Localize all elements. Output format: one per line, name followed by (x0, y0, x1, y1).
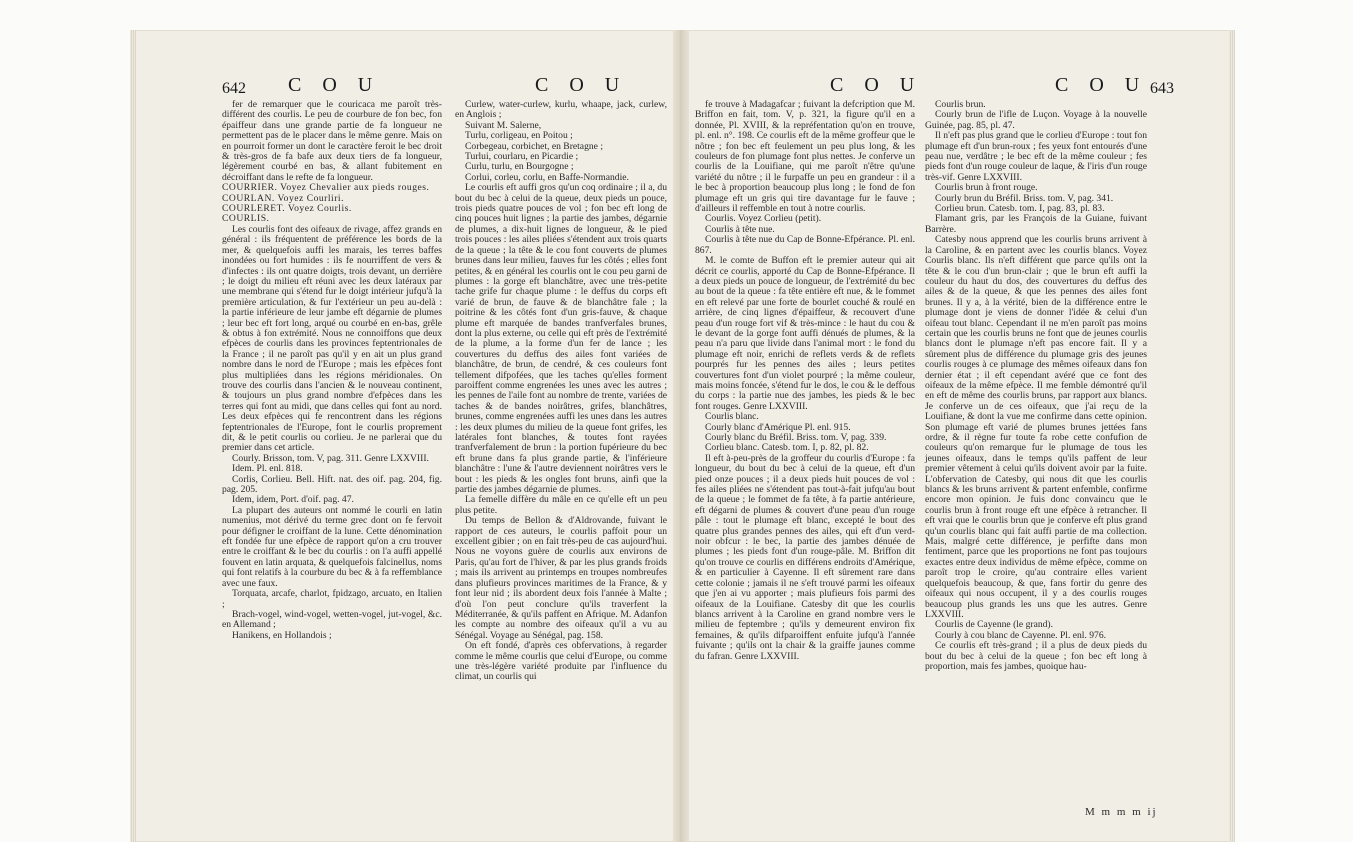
left-page-number: 642 (222, 80, 246, 97)
paragraph: Corlui, corleu, corlu, en Baffe-Normandie. (465, 171, 629, 183)
paragraph: COURRIER. Voyez Chevalier aux pieds rouges. (222, 182, 430, 194)
paragraph: Courlis brun. (935, 99, 986, 110)
paragraph: Courlis. Voyez Corlieu (petit). (705, 213, 822, 225)
paragraph: Curlew, water-curlew, kurlu, whaape, jack, curlew, en Anglois ; (455, 99, 667, 121)
paragraph: Brach-vogel, wind-vogel, wetten-vogel, jut-vogel, &c. en Allemand ; (222, 608, 442, 631)
page-signature: M m m m ij (1085, 806, 1158, 818)
paragraph: Courly blanc d'Amérique Pl. enl. 915. (705, 421, 851, 433)
paragraph: Idem. Pl. enl. 818. (232, 463, 303, 475)
paragraph: Courly blanc du Bréfil. Briss. tom. V, pag. 339. (705, 432, 887, 443)
paragraph: Corbegeau, corbichet, en Bretagne ; (465, 140, 603, 152)
paragraph: Suivant M. Salerne, (465, 119, 542, 131)
paragraph: Il eft à-peu-près de la groffeur du courlis d'Europe : fa longueur, du bout du bec à celui de la queue, eft d'un pied onze pouces ; il a deux pieds huit pouces de vol : fes ailes pliées ne s'étendent pas tout-à-fait jufqu'au bout de la queue ; le fommet de fa tête, à fa partie antérieure, eft dégarni de plumes & couvert d'une peau d'un rouge pâle : tout le plumage eft blanc, excepté le bout des quatre plus grandes pennes des ailes, qui eft d'un verd-noir obfcur : le bec, la partie des jambes dénuée de plumes ; les pieds font d'un rouge-pâle. M. Briffon dit qu'on trouve ce courlis en différens endroits d'Amérique, & en particulier à Cayenne. Il eft sûrement rare dans cette colonie ; jamais il ne s'eft trouvé parmi les oifeaux que j'en ai vu apporter ; mais plufieurs fois parmi des oifeaux de la Louifiane. Catesby dit que les courlis blancs arrivent à la Caroline en grand nombre vers le milieu de feptembre ; qu'ils y demeurent environ fix femaines, & qu'ils difparoiffent enfuite jufqu'à l'année fuivante ; qu'ils ont la chair & la graiffe jaunes comme du fafran. Genre LXXVIII. (695, 452, 915, 662)
paragraph: M. le comte de Buffon eft le premier auteur qui ait décrit ce courlis, apporté du Cap de Bonne-Efpérance. Il a deux pieds un pouce de longueur, de l'extrémité du bec au bout de la queue : fa tête entière eft nue, & le fommet en eft relevé par une forte de bourlet couché & roulé en arrière, de cinq lignes d'épaiffeur, & recouvert d'une peau d'un rouge fort vif & très-mince : le haut du cou & le devant de la gorge font auffi dénués de plumes, & la peau n'a paru que livide dans l'animal mort : le fond du plumage eft noir, enrichi de reflets verds & de reflets pourprés fur les pennes des ailes ; leurs petites couvertures font d'un violet pourpré ; la même couleur, mais moins foncée, s'étend fur le dos, le cou & le deffous du corps : la partie nue des jambes, les pieds & le bec font rouges. Genre LXXVIII. (695, 255, 915, 412)
paragraph: Courly brun du Bréfil. Briss. tom. V, pag. 341. (935, 192, 1114, 204)
paragraph: Courlis à tête nue. (705, 223, 775, 235)
paragraph: Courlis à tête nue du Cap de Bonne-Efpérance. Pl. enl. 867. (695, 234, 915, 256)
paragraph: COURLIS. (222, 213, 270, 225)
paragraph: Corlieu blanc. Catesb. tom. I, p. 82, pl. 82. (705, 442, 869, 454)
paragraph: Turlu, corligeau, en Poitou ; (465, 130, 573, 142)
paragraph: Flamant gris, par les François de la Guiane, fuivant Barrère. (925, 213, 1147, 235)
paragraph: Curlu, turlu, en Bourgogne ; (465, 161, 574, 173)
paragraph: Torquata, arcafe, charlot, fpidzago, arcuato, en Italien ; (222, 588, 442, 610)
paragraph: fer de remarquer que le couricaca me paroît très-différent des courlis. Le peu de courbure de fon bec, fon épaiffeur dans une grande partie de fa longueur ne permettent pas de le placer dans le même genre. Mais on en pourroit former un dont le caractère feroit le bec droit & très-gros de fa bafe aux deux tiers de fa longueur, légèrement courbé en bas, & allant fubitement en décroiffant dans le refte de fa longueur. (222, 99, 442, 183)
paragraph: La femelle diffère du mâle en ce qu'elle eft un peu plus petite. (455, 494, 667, 516)
right-column-1 (695, 100, 915, 780)
paragraph: Courly. Brisson, tom. V, pag. 311. Genre LXXVIII. (232, 452, 429, 464)
right-running-head-2: C O U (1055, 74, 1148, 96)
paragraph: COURLERET. Voyez Courlis. (222, 203, 352, 215)
right-column-2 (925, 100, 1147, 792)
paragraph: Courlis blanc. (705, 411, 759, 423)
right-page-edge (1229, 30, 1235, 842)
paragraph: Courly à cou blanc de Cayenne. Pl. enl. 976. (935, 629, 1107, 641)
paragraph: Courlis brun à front rouge. (935, 182, 1038, 194)
paragraph: Il n'eft pas plus grand que le corlieu d'Europe : tout fon plumage eft d'un brun-roux ; fes yeux font entourés d'une peau nue, verdâtre ; le bec eft de la même couleur ; fes pieds font d'un rouge couleur de laque, & l'iris d'un rouge très-vif. Genre LXXVIII. (925, 130, 1147, 183)
right-running-head-1: C O U (830, 74, 923, 96)
paragraph: Idem, idem, Port. d'oif. pag. 47. (232, 494, 354, 506)
left-running-head-1: C O U (288, 74, 381, 96)
left-page-edge (130, 30, 136, 842)
paragraph: Ce courlis eft très-grand ; il a plus de deux pieds du bout du bec à celui de la queue ; fon bec eft long à proportion, mais fes jambes, quoique hau- (925, 640, 1147, 672)
paragraph: Courly brun de l'ifle de Luçon. Voyage à la nouvelle Guinée, pag. 85, pl. 47. (925, 109, 1147, 131)
paragraph: Catesby nous apprend que les courlis bruns arrivent à la Caroline, & en partent avec les courlis blancs. Voyez Courlis blanc. Ils n'eft différent que parce qu'ils ont la tête & le cou d'un brun-clair ; que le brun eft auffi la couleur du haut du dos, des couvertures du deffus des ailes & de la queue, & que les pennes des ailes font brunes. Il y a, à la vérité, bien de la différence entre le plumage dont je viens de donner l'idée & celui d'un oifeau tout blanc. Cependant il ne m'en paroît pas moins certain que les courlis bruns ne font que de jeunes courlis blancs dont le plumage n'eft pas encore fait. Il y a sûrement plus de différence du plumage gris des jeunes courlis rouges à ce plumage des mêmes oifeaux dans fon dernier état ; il eft cependant avéré que ce font des oifeaux de la même efpèce. Il me femble démontré qu'il en eft de même des courlis bruns, par rapport aux blancs. Je conferve un de ces oifeaux, que j'ai reçu de la Louifiane, & dont la vue me confirme dans cette opinion. Son plumage eft varié de plumes brunes jettées fans ordre, & il règne fur toute fa robe cette confufion de couleurs qu'on remarque fur le plumage de tous les jeunes oifeaux, dans le temps qu'ils paffent de leur premier vêtement à celui qu'ils doivent avoir par la fuite. L'obfervation de Catesby, qui nous dit que les courlis blancs & les bruns arrivent & partent enfemble, confirme encore mon opinion. Je fuis donc convaincu que le courlis brun à front rouge eft une efpèce à retrancher. Il eft vrai que le courlis brun que je conferve eft plus grand qu'un courlis blanc qui fait auffi partie de ma collection. Mais, malgré cette différence, je perfifte dans mon fentiment, parce que les proportions ne font pas toujours exactes entre deux individus de même efpèce, comme on paroît trop le croire, qu'au contraire elles varient quelquefois beaucoup, & que, fans fortir du genre des oifeaux qui nous occupent, il y a des courlis rouges beaucoup plus grands les uns que les autres. Genre LXXVIII. (925, 234, 1147, 620)
paragraph: Courlis de Cayenne (le grand). (935, 619, 1054, 631)
paragraph: fe trouve à Madagafcar ; fuivant la defcription que M. Briffon en fait, tom. V, p. 321, la figure qu'il en a donnée, Pl. XVIII, & la repréfentation qu'on en trouve, pl. enl. n°. 198. Ce courlis eft de la même groffeur que le nôtre ; fon bec eft feulement un peu plus long, & les couleurs de fon plumage font plus nettes. Je conferve un courlis de la Louifiane, qui me paroît n'être qu'une variété du nôtre ; il le furpaffe un peu en grandeur : il a le bec à proportion beaucoup plus long ; le fond de fon plumage eft un gris qui tire davantage fur le fauve ; d'ailleurs il reffemble en tout à notre courlis. (695, 99, 915, 215)
paragraph: Du temps de Bellon & d'Aldrovande, fuivant le rapport de ces auteurs, le courlis paffoit pour un excellent gibier ; on en fait très-peu de cas aujourd'hui. Nous ne voyons guère de courlis aux environs de Paris, qu'au fort de l'hiver, & par les plus grands froids ; mais ils arrivent au printemps en troupes nombreufes dans plufieurs provinces maritimes de la France, & y font leur nid ; ils abordent deux fois l'année à Malte ; d'où l'on peut conclure qu'ils traverfent la Méditerranée, & qu'ils paffent en Afrique. M. Adanfon les compte au nombre des oifeaux qu'il a vu au Sénégal. Voyage au Sénégal, pag. 158. (455, 515, 667, 641)
paragraph: Corlieu brun. Catesb. tom. I, pag. 83, pl. 83. (935, 203, 1105, 215)
paragraph: La plupart des auteurs ont nommé le courli en latin numenius, mot dérivé du terme grec dont on fe fervoit pour défigner le croiffant de la lune. Cette dénomination eft fondée fur une efpèce de rapport qu'on a cru trouver entre le croiffant & le bec du courlis : on l'a auffi appellé fouvent en latin arquata, & quelquefois falcinellus, noms qui font relatifs à la courbure du bec & à fa reffemblance avec une faux. (222, 504, 442, 589)
paragraph: COURLAN. Voyez Courliri. (222, 192, 344, 204)
paragraph: Les courlis font des oifeaux de rivage, affez grands en général : ils fréquentent de préférence les bords de la mer, & quelquefois auffi les marais, les terres baffes inondées ou fort humides : ils fe nourriffent de vers & d'infectes : ils ont quatre doigts, trois devant, un derrière ; le doigt du milieu eft réuni avec les deux latéraux par une membrane qui s'étend fur le doigt intérieur jufqu'à la première articulation, & fur l'extérieur un peu au-delà : la partie inférieure de leur jambe eft dégarnie de plumes ; leur bec eft fort long, arqué ou courbé en en-bas, grêle & obtus à fon extrémité. Nous ne connoiffons que deux efpèces de courlis dans les provinces feptentrionales de la France ; il ne paroît pas qu'il y en ait un plus grand nombre dans le nord de l'Europe ; mais les efpèces font plus multipliées dans les régions méridionales. On trouve des courlis dans l'ancien & le nouveau continent, & toujours un plus grand nombre d'efpèces dans les terres qui font au midi, que dans celles qui font au nord. Les deux efpèces qui fe rencontrent dans les régions feptentrionales de l'Europe, font le courlis proprement dit, & le petit courlis ou corlieu. Je ne parlerai que du premier dans cet article. (222, 223, 442, 454)
paragraph: Corlis, Corlieu. Bell. Hift. nat. des oif. pag. 204, fig. pag. 205. (222, 473, 442, 496)
paragraph: Hanikens, en Hollandois ; (232, 629, 332, 641)
paragraph: Turlui, courlaru, en Picardie ; (465, 151, 579, 163)
right-page-number: 643 (1150, 80, 1174, 97)
paragraph: On eft fondé, d'après ces obfervations, à regarder comme le même courlis que celui d'Europe, ou comme une très-légère variété produite par l'influence du climat, un courlis qui (455, 640, 667, 683)
paragraph: Le courlis eft auffi gros qu'un coq ordinaire ; il a, du bout du bec à celui de la queue, deux pieds un pouce, trois pieds quatre pouces de vol ; fon bec eft long de cinq pouces huit lignes ; la partie des jambes, dégarnie de plumes, a dix-huit lignes de longueur, & le pied trois pouces : les ailes pliées s'étendent aux trois quarts de la queue ; la tête & le cou font couverts de plumes brunes dans leur milieu, fauves fur les côtés ; elles font petites, & en général les courlis ont le cou peu garni de plumes : la gorge eft blanchâtre, avec une très-petite tache grife fur chaque plume : le deffus du corps eft varié de brun, de fauve & de blanchâtre fale ; la poitrine & les côtés font d'un gris-fauve, & chaque plume eft marquée de bandes tranfverfales brunes, dont la plus externe, ou celle qui eft près de l'extrémité de la plume, a la forme d'un fer de lance ; les couvertures du deffus des ailes font variées de blanchâtre, de brun, de cendré, & ces couleurs font tellement difpofées, que les taches qu'elles forment paroiffent comme engrenées les unes avec les autres ; les pennes de l'aile font au nombre de trente, variées de taches & de bandes noirâtres, grifes, blanchâtres, brunes, comme engrenées auffi les unes dans les autres : les deux plumes du milieu de la queue font grifes, les latérales font blanches, & toutes font rayées tranfverfalement de brun : la portion fupérieure du bec eft brune dans fa plus grande partie, & l'inférieure blanchâtre : l'une & l'autre deviennent noirâtres vers le bout : les pieds & les ongles font bruns, ainfi que la partie des jambes dégarnie de plumes. (455, 182, 667, 496)
book-spine (673, 30, 689, 842)
left-column-2 (455, 99, 667, 683)
left-column-1 (222, 100, 442, 812)
left-running-head-2: C O U (535, 74, 628, 96)
